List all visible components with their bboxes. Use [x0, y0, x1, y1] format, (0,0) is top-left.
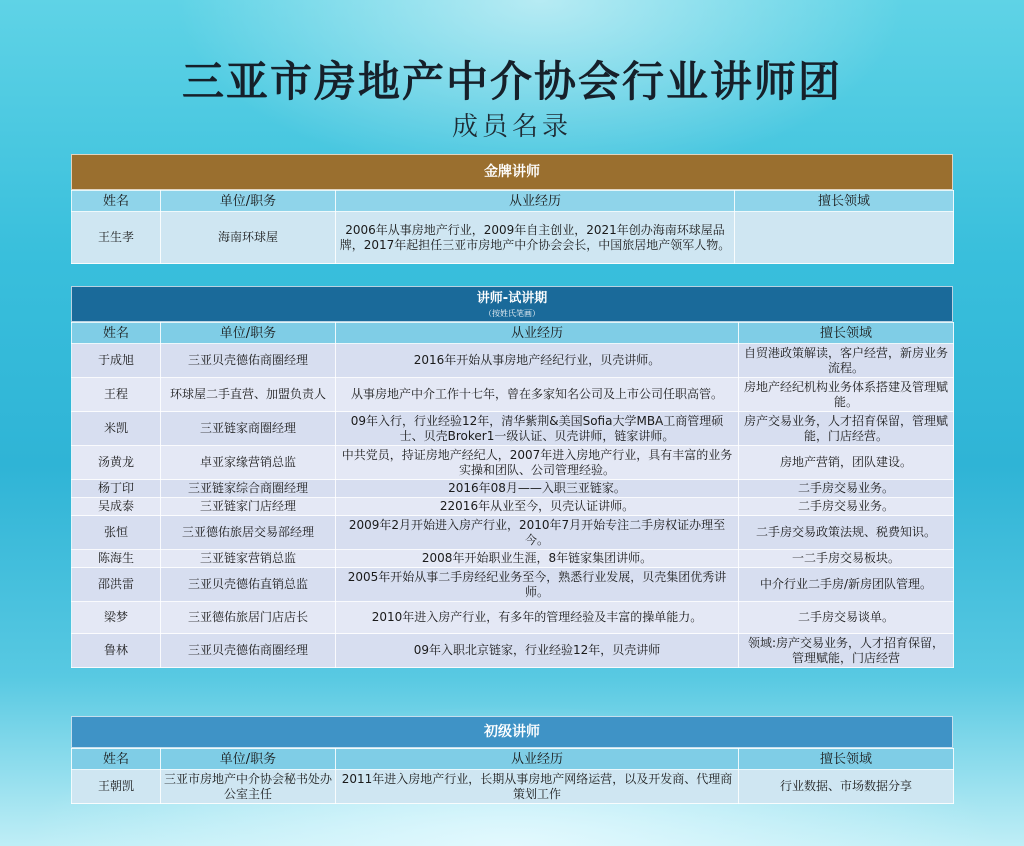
table-header-row — [72, 749, 954, 770]
table-row — [72, 498, 954, 516]
cell-experience: 09年入行，行业经验12年，清华紫荆&美国Sofia大学MBA工商管理硕士、贝壳Broker1一级认证、贝壳讲师，链家讲师。 — [336, 412, 739, 446]
cell-field: 房地产经纪机构业务体系搭建及管理赋能。 — [739, 378, 954, 412]
table-row — [72, 446, 954, 480]
lecturer-section-note: （按姓氏笔画） — [484, 309, 540, 318]
cell-name: 陈海生 — [72, 550, 161, 568]
col-header-field: 擅长领域 — [739, 323, 954, 344]
cell-name: 张恒 — [72, 516, 161, 550]
trial-lecturer-section — [71, 286, 953, 668]
cell-experience: 09年入职北京链家，行业经验12年，贝壳讲师 — [336, 634, 739, 668]
cell-unit: 三亚德佑旅居交易部经理 — [161, 516, 336, 550]
cell-field: 二手房交易政策法规、税费知识。 — [739, 516, 954, 550]
cell-experience: 2005年开始从事二手房经纪业务至今，熟悉行业发展，贝壳集团优秀讲师。 — [336, 568, 739, 602]
cell-experience: 2016年开始从事房地产经纪行业，贝壳讲师。 — [336, 344, 739, 378]
cell-unit: 三亚贝壳德佑商圈经理 — [161, 344, 336, 378]
cell-field: 二手房交易谈单。 — [739, 602, 954, 634]
cell-unit: 三亚链家门店经理 — [161, 498, 336, 516]
cell-field: 二手房交易业务。 — [739, 480, 954, 498]
table-row — [72, 412, 954, 446]
table-row — [72, 602, 954, 634]
cell-name: 于成旭 — [72, 344, 161, 378]
col-header-experience: 从业经历 — [336, 749, 739, 770]
table-row — [72, 550, 954, 568]
page-title: 三亚市房地产中介协会行业讲师团 — [181, 57, 842, 106]
lecturer-section-title-block — [71, 286, 953, 322]
cell-field: 自贸港政策解读，客户经营，新房业务流程。 — [739, 344, 954, 378]
cell-unit: 三亚德佑旅居门店店长 — [161, 602, 336, 634]
cell-unit: 三亚贝壳德佑商圈经理 — [161, 634, 336, 668]
lecturer-table — [71, 322, 954, 668]
col-header-field: 擅长领域 — [739, 749, 954, 770]
cell-unit: 海南环球屋 — [161, 212, 336, 264]
table-row — [72, 516, 954, 550]
col-header-name: 姓名 — [72, 749, 161, 770]
table-row — [72, 378, 954, 412]
cell-field: 中介行业二手房/新房团队管理。 — [739, 568, 954, 602]
col-header-experience: 从业经历 — [336, 323, 739, 344]
cell-unit: 三亚链家综合商圈经理 — [161, 480, 336, 498]
cell-experience: 2010年进入房产行业，有多年的管理经验及丰富的操单能力。 — [336, 602, 739, 634]
cell-name: 邵洪雷 — [72, 568, 161, 602]
cell-experience: 2011年进入房地产行业，长期从事房地产网络运营，以及开发商、代理商策划工作 — [336, 770, 739, 804]
cell-unit: 三亚贝壳德佑直销总监 — [161, 568, 336, 602]
cell-unit: 三亚链家商圈经理 — [161, 412, 336, 446]
cell-experience: 2006年从事房地产行业，2009年自主创业，2021年创办海南环球屋品牌，2017年起担任三亚市房地产中介协会会长，中国旅居地产领军人物。 — [336, 212, 735, 264]
table-header-row — [72, 191, 954, 212]
page-subtitle: 成员名录 — [451, 112, 572, 142]
gold-table — [71, 190, 954, 264]
col-header-experience: 从业经历 — [336, 191, 735, 212]
page-header — [0, 56, 1024, 144]
table-header-row — [72, 323, 954, 344]
cell-name: 王生孝 — [72, 212, 161, 264]
cell-name: 鲁林 — [72, 634, 161, 668]
cell-field — [735, 212, 954, 264]
cell-experience: 2008年开始职业生涯，8年链家集团讲师。 — [336, 550, 739, 568]
cell-field: 二手房交易业务。 — [739, 498, 954, 516]
gold-lecturer-section — [71, 154, 953, 264]
cell-unit: 卓亚家缘营销总监 — [161, 446, 336, 480]
cell-experience: 22016年从业至今，贝壳认证讲师。 — [336, 498, 739, 516]
table-row — [72, 212, 954, 264]
junior-table — [71, 748, 954, 804]
cell-experience: 从事房地产中介工作十七年，曾在多家知名公司及上市公司任职高管。 — [336, 378, 739, 412]
table-row — [72, 480, 954, 498]
col-header-name: 姓名 — [72, 191, 161, 212]
junior-lecturer-section — [71, 716, 953, 804]
cell-field: 房产交易业务，人才招育保留，管理赋能，门店经营。 — [739, 412, 954, 446]
cell-experience: 2009年2月开始进入房产行业，2010年7月开始专注二手房权证办理至今。 — [336, 516, 739, 550]
cell-name: 王程 — [72, 378, 161, 412]
col-header-unit: 单位/职务 — [161, 191, 336, 212]
col-header-name: 姓名 — [72, 323, 161, 344]
cell-field: 行业数据、市场数据分享 — [739, 770, 954, 804]
cell-name: 杨丁印 — [72, 480, 161, 498]
cell-name: 梁梦 — [72, 602, 161, 634]
col-header-unit: 单位/职务 — [161, 749, 336, 770]
col-header-field: 擅长领域 — [735, 191, 954, 212]
cell-experience: 中共党员，持证房地产经纪人，2007年进入房地产行业，具有丰富的业务实操和团队、公司管理经验。 — [336, 446, 739, 480]
cell-experience: 2016年08月——入职三亚链家。 — [336, 480, 739, 498]
cell-unit: 环球屋二手直营、加盟负责人 — [161, 378, 336, 412]
cell-field: 一二手房交易板块。 — [739, 550, 954, 568]
cell-field: 领域:房产交易业务，人才招育保留，管理赋能，门店经营 — [739, 634, 954, 668]
cell-name: 汤黄龙 — [72, 446, 161, 480]
col-header-unit: 单位/职务 — [161, 323, 336, 344]
table-row — [72, 344, 954, 378]
cell-unit: 三亚市房地产中介协会秘书处办公室主任 — [161, 770, 336, 804]
cell-name: 王朝凯 — [72, 770, 161, 804]
cell-name: 米凯 — [72, 412, 161, 446]
table-row — [72, 634, 954, 668]
gold-section-title: 金牌讲师 — [71, 154, 953, 190]
cell-name: 吴成泰 — [72, 498, 161, 516]
cell-unit: 三亚链家营销总监 — [161, 550, 336, 568]
table-row — [72, 568, 954, 602]
table-row — [72, 770, 954, 804]
lecturer-section-title: 讲师-试讲期 — [476, 291, 548, 306]
cell-field: 房地产营销，团队建设。 — [739, 446, 954, 480]
junior-section-title: 初级讲师 — [71, 716, 953, 748]
